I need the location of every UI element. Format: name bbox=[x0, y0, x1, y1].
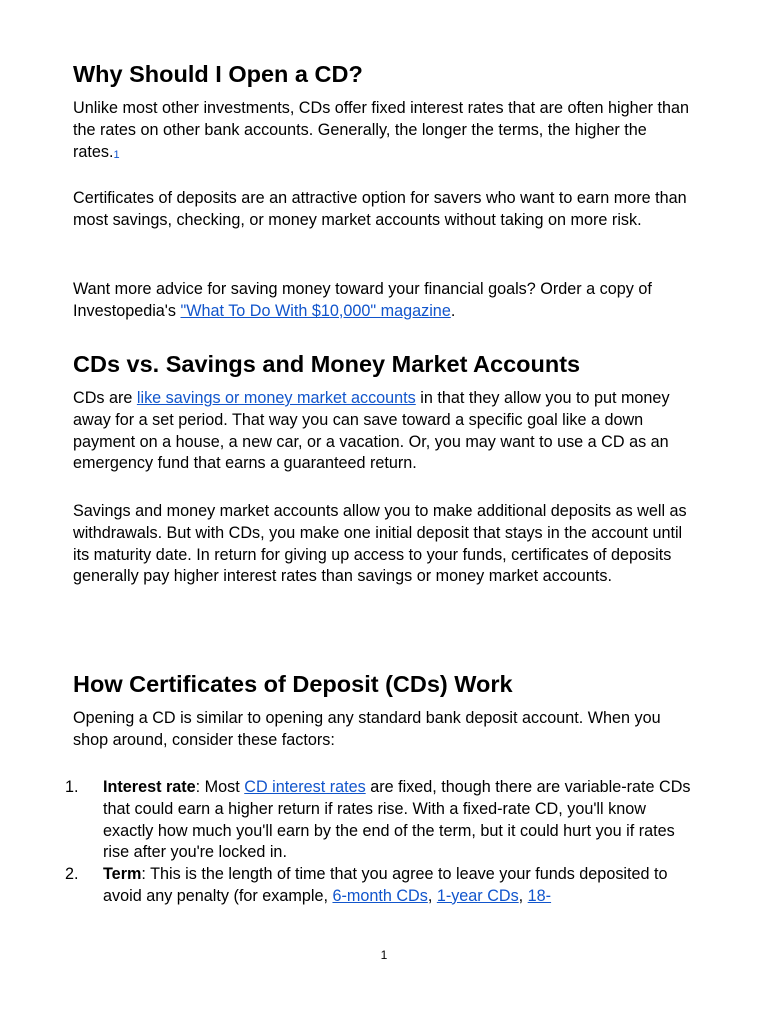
paragraph-deposits-withdrawals: Savings and money market accounts allow you to make additional deposits as well as withdrawals. But with CDs, you make one initial deposit that stays in the account until its maturity date. In return for giving up access to your funds, certificates of deposits generally pay higher interest rates than savings or money market accounts. bbox=[73, 502, 687, 586]
paragraph-attractive-option: Certificates of deposits are an attractive option for savers who want to earn more than most savings, checking, or money market accounts without taking on more risk. bbox=[73, 189, 687, 229]
paragraph-fixed-rates bbox=[73, 98, 695, 165]
footnote-ref-1[interactable]: 1 bbox=[113, 148, 120, 161]
cd-interest-rates-link[interactable]: CD interest rates bbox=[244, 778, 366, 796]
list-term: Term bbox=[103, 865, 142, 883]
paragraph-text: . bbox=[450, 301, 456, 320]
paragraph-text: in that they allow you to put money away for a set period. That way you can save toward a specific goal like a down payment on a house, a new car, or a vacation. Or, you may want to use a CD as an emergency fund that earns a guaranteed return. bbox=[73, 389, 670, 473]
list-text: : This is the length of time that you agree to leave your funds deposited to avoid any penalty (for example, bbox=[103, 865, 668, 905]
list-number: 1. bbox=[65, 778, 79, 796]
list-text: : Most bbox=[195, 778, 245, 796]
paragraph-text: CDs are bbox=[73, 389, 137, 407]
list-item-interest-rate bbox=[65, 777, 695, 864]
savings-accounts-link[interactable]: like savings or money market accounts bbox=[136, 389, 416, 407]
paragraph-text: Unlike most other investments, CDs offer fixed interest rates that are often higher than the rates on other bank accounts. Generally, the longer the terms, the higher the rates. bbox=[73, 99, 690, 161]
heading-how-cds-work: How Certificates of Deposit (CDs) Work bbox=[73, 671, 513, 697]
six-month-cds-link[interactable]: 6-month CDs bbox=[332, 886, 428, 905]
list-item-text bbox=[103, 864, 695, 908]
list-item-term bbox=[65, 864, 695, 908]
list-term: Interest rate bbox=[103, 778, 196, 796]
paragraph-text: Want more advice for saving money toward your financial goals? Order a copy of Investopedia's bbox=[73, 280, 652, 320]
heading-cds-vs-savings: CDs vs. Savings and Money Market Accounts bbox=[73, 351, 581, 377]
page-number: 1 bbox=[380, 948, 388, 962]
list-number: 2. bbox=[65, 865, 79, 883]
list-text: , bbox=[518, 886, 528, 905]
list-text: , bbox=[427, 886, 437, 905]
one-year-cds-link[interactable]: 1-year CDs bbox=[436, 886, 519, 905]
eighteen-month-cds-link[interactable]: 18- bbox=[527, 886, 552, 905]
paragraph-advice bbox=[73, 279, 695, 323]
list-item-text bbox=[103, 777, 695, 864]
heading-why-open-cd: Why Should I Open a CD? bbox=[73, 61, 363, 87]
paragraph-like-savings bbox=[73, 388, 695, 475]
magazine-link[interactable]: "What To Do With $10,000" magazine bbox=[180, 301, 451, 320]
list-text: are fixed, though there are variable-rate CDs that could earn a higher return if rates rise. With a fixed-rate CD, you'll know exactly how much you'll earn by the end of the term, but it could hurt you if rates rise after you're locked in. bbox=[103, 778, 691, 862]
paragraph-opening-cd: Opening a CD is similar to opening any standard bank deposit account. When you shop around, consider these factors: bbox=[73, 709, 661, 749]
